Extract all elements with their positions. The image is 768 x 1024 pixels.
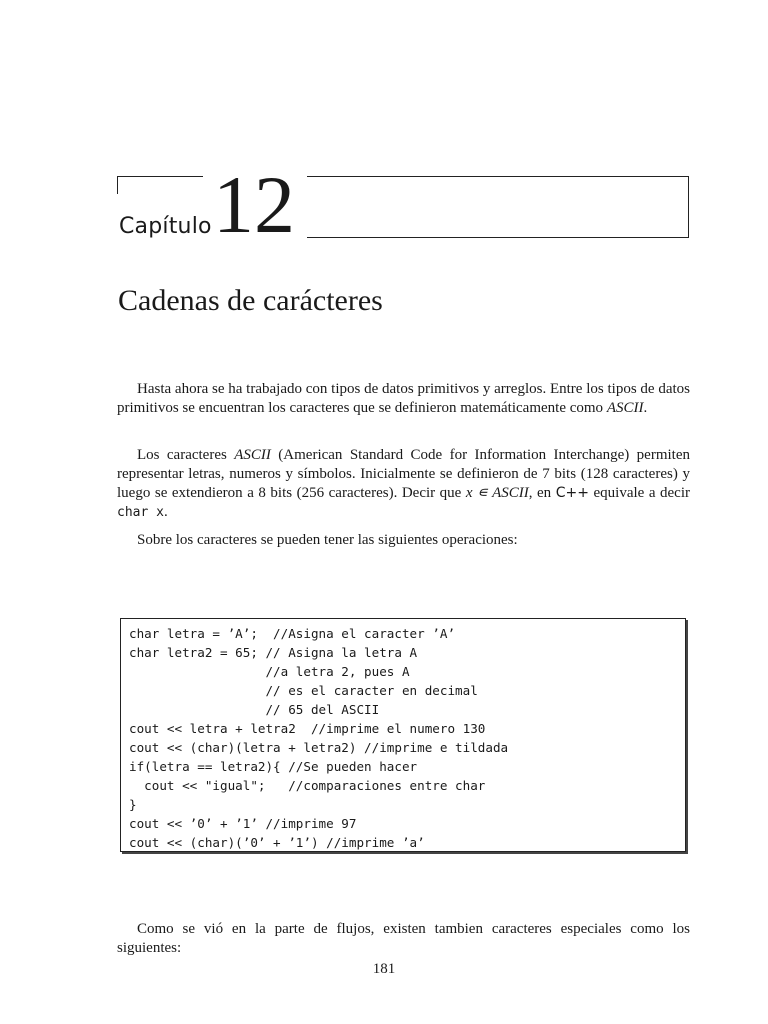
code-line: cout << "igual"; //comparaciones entre char <box>129 778 486 793</box>
paragraph-ascii-text-a: Los caracteres <box>137 447 227 463</box>
period: . <box>163 504 168 520</box>
code-line: // 65 del ASCII <box>129 702 380 717</box>
code-line: if(letra == letra2){ //Se pueden hacer <box>129 759 418 774</box>
math-x-in-ascii: x ∊ ASCII <box>465 485 529 501</box>
paragraph-intro-text: Hasta ahora se ha trabajado con tipos de datos primitivos y arreglos. Entre los tipos de datos primitivos se encuentran los caracteres que se definieron matemáticamente como <box>117 381 690 416</box>
paragraph-ascii <box>117 446 690 522</box>
code-line: cout << ’0’ + ’1’ //imprime 97 <box>129 816 357 831</box>
frame-line-bottom <box>307 237 689 238</box>
math-ascii: ASCII <box>234 447 271 463</box>
math-ascii: ASCII <box>606 400 644 416</box>
code-line: cout << (char)(’0’ + ’1’) //imprime ’a’ <box>129 835 425 850</box>
paragraph-intro <box>117 380 690 418</box>
paragraph-operations <box>117 531 690 550</box>
paragraph-special-chars <box>117 920 690 958</box>
paragraph-ascii-text-d: equivale a decir <box>593 485 690 501</box>
code-line: cout << letra + letra2 //imprime el numero 130 <box>129 721 486 736</box>
inline-code-char-x: char x <box>117 505 164 520</box>
paragraph-special-chars-text: Como se vió en la parte de flujos, existen tambien caracteres especiales como los siguientes: <box>117 921 690 956</box>
code-line: char letra = ’A’; //Asigna el caracter ’A’ <box>129 626 456 641</box>
chapter-title: Cadenas de carácteres <box>118 284 383 317</box>
code-line: char letra2 = 65; // Asigna la letra A <box>129 645 418 660</box>
frame-line-left-side <box>117 176 118 194</box>
chapter-number: 12 <box>213 159 295 250</box>
period: . <box>643 400 648 416</box>
code-line: } <box>129 797 137 812</box>
code-listing <box>120 618 686 852</box>
cpp-label: C++ <box>555 485 589 501</box>
frame-line-right-top <box>307 176 689 177</box>
chapter-label: Capítulo <box>119 214 212 239</box>
paragraph-ascii-text-c: , en <box>528 485 552 501</box>
frame-line-right-side <box>688 176 689 238</box>
paragraph-operations-text: Sobre los caracteres se pueden tener las siguientes operaciones: <box>137 532 518 548</box>
frame-line-left-top <box>117 176 203 177</box>
page-number: 181 <box>372 961 396 977</box>
code-line: // es el caracter en decimal <box>129 683 478 698</box>
paragraph-ascii-text-b: (American Standard Code for Information Interchange) permiten representar letras, numeros y símbolos. Inicialmente se definieron de 7 bits (128 caracteres) y luego se extendieron a 8 bits (256 caracteres). Decir que <box>117 447 690 501</box>
code-line: //a letra 2, pues A <box>129 664 410 679</box>
code-line: cout << (char)(letra + letra2) //imprime e tildada <box>129 740 509 755</box>
